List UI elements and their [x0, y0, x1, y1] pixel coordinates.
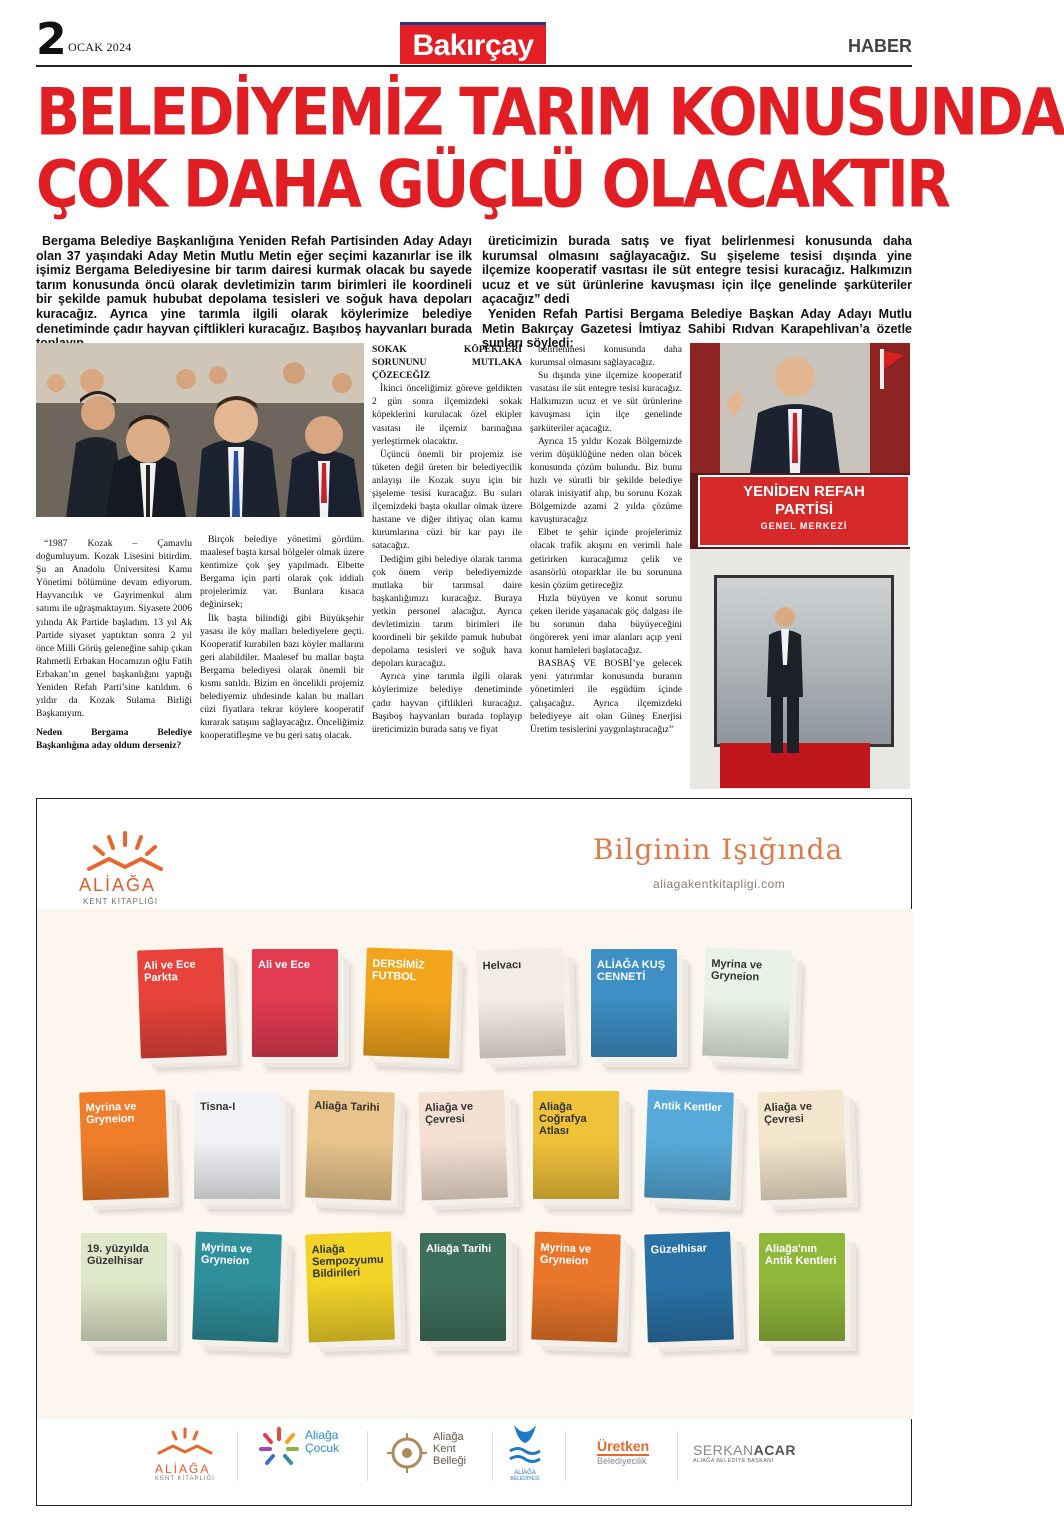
- book-cover[interactable]: [81, 1233, 167, 1341]
- column-4-paragraph-6: BASBAŞ VE BOSBİ’ye gelecek yeni yatırımlar konusunda buranın yönetimleri ile eşgüdüm içinde çalışacağız. Ayrıca ilçemizdeki belediyeye ait olan Güneş Enerjisi Üretim tesislerini yaygınlaştıracağız”: [530, 658, 682, 735]
- footer-logo-aliaga-belediyesi[interactable]: [507, 1421, 543, 1482]
- footer-cocuk-line-2: Çocuk: [305, 1441, 340, 1455]
- book-title: Aliağa Coğrafya Atlası: [539, 1101, 587, 1137]
- book-title: DERSİMİZ FUTBOL: [371, 957, 426, 984]
- footer-cocuk-line-1: Aliağa: [305, 1428, 339, 1442]
- page-number: 2: [36, 14, 67, 65]
- section-label: HABER: [847, 36, 912, 56]
- book-title: Tisna-I: [200, 1101, 236, 1113]
- book-title: Güzelhisar: [650, 1242, 708, 1257]
- column-4-paragraph-1: belirlenmesi konusunda daha kurumsal olmasını sağlayacağız.: [530, 344, 682, 369]
- book-title: Myrina ve Gryneion: [200, 1241, 253, 1268]
- footer-mayor-name: [693, 1443, 796, 1458]
- book-title: Aliağa ve Çevresi: [424, 1100, 474, 1127]
- footer-mayor-last: ACAR: [753, 1442, 797, 1458]
- column-3-subheading: SOKAK KÖPEKLERİ SORUNUNU MUTLAKA ÇÖZECEĞİZ: [372, 344, 522, 382]
- book-title: Helvacı: [482, 958, 522, 973]
- book-cover-art: [81, 1282, 167, 1341]
- book-cover-art: [591, 998, 677, 1057]
- book-cover[interactable]: [194, 1091, 280, 1199]
- municipality-wave-icon: [508, 1421, 542, 1465]
- footer-separator: [367, 1431, 368, 1481]
- book-title: Aliağa'nın Antik Kentleri: [765, 1243, 837, 1267]
- book-cover[interactable]: [305, 1232, 395, 1343]
- book-title: Myrina ve Gryneion: [710, 957, 763, 984]
- footer-separator: [237, 1431, 238, 1481]
- footer-uretken-line-2: Belediyecilik: [597, 1454, 649, 1467]
- headline-line-1: BELEDİYEMİZ TARIM KONUSUNDA: [36, 74, 1064, 151]
- book-cover-art: [759, 1138, 847, 1200]
- kent-bellegi-icon: [385, 1431, 429, 1475]
- footer-uretken-line-1: Üretken: [597, 1438, 650, 1454]
- book-title: Aliağa Tarihi: [314, 1099, 380, 1115]
- sun-rays-icon: [85, 829, 165, 875]
- headline: [36, 72, 1064, 223]
- lead-right: [482, 234, 912, 351]
- article-column-1: [36, 537, 192, 753]
- book-title: Aliağa Sempozyumu Bildirileri: [311, 1243, 384, 1281]
- column-4-paragraph-2: Su dışında yine ilçemize kooperatif vasıtası ile süt entegre tesisi kuracağız. Halkımızın ucuz et ve süt ürünlerine kavuşması için ilçe genelinde şarküteriler açacağız.: [530, 370, 682, 434]
- kent-kitapligi-logo[interactable]: [77, 829, 167, 909]
- footer-bellegi-line-1: Aliağa: [433, 1431, 464, 1443]
- header-rule: [36, 65, 912, 67]
- article-column-3: [372, 343, 522, 736]
- book-cover[interactable]: [420, 1233, 506, 1341]
- footer-mayor-title: ALİAĞA BELEDİYE BAŞKANI: [693, 1458, 774, 1464]
- book-title: Antik Kentler: [653, 1099, 722, 1115]
- column-3-paragraph-1: İkinci önceliğimiz göreve geldikten 2 gün sonra ilçemizdeki sokak köpeklerini kurulacak özel ekipler vasıtası ile ilçemiz barınağına yerleştirmek olacaktır.: [372, 383, 522, 447]
- book-cover[interactable]: [531, 1232, 621, 1343]
- footer-separator: [677, 1431, 678, 1481]
- footer-mayor-first: SERKAN: [693, 1442, 754, 1458]
- party-sign-line-2: PARTİSİ: [774, 501, 834, 518]
- book-title: ALİAĞA KUŞ CENNETİ: [597, 959, 666, 983]
- book-cover[interactable]: [644, 1232, 734, 1343]
- book-cover[interactable]: [305, 1090, 395, 1201]
- column-2-paragraph-2: İlk başta bilindiği gibi Büyükşehir yasası ile köy malları belediyelere geçti. Kooperatif kurabilen bazı köyler mallarını geri alabildiler. Maalesef bu mallar başta Bergama belediyesi olarak önemli bir kısmı satıldı. Bizim en öncelikli projemiz belediyemiz uhdesinde kalan bu malları cüzi fiyatlara tekrar köylere kooperatif kurarak satışını sağlayacağız. Önceliğimiz kooperatifleşme ve bu geri satış olacak.: [200, 612, 364, 742]
- footer-bellegi-line-3: Belleği: [433, 1455, 467, 1467]
- book-cover-art: [478, 996, 566, 1058]
- book-cover[interactable]: [702, 948, 792, 1059]
- ad-logo-name: ALİAĞA: [79, 875, 157, 895]
- book-cover[interactable]: [591, 949, 677, 1057]
- footer-bellegi-line-2: Kent: [433, 1443, 456, 1455]
- book-title: Aliağa Tarihi: [426, 1243, 492, 1255]
- column-4-paragraph-5: Hızla büyüyen ve konut sorunu çeken ileride yaşanacak göç dalgası ile bu sorunun daha büyüyeceğini öngörerek yeni imar alanları açıp yeni konut hamleleri başlatacağız.: [530, 592, 682, 657]
- footer-logo-kent-kitapligi[interactable]: [155, 1427, 215, 1482]
- book-cover-art: [305, 1138, 393, 1200]
- masthead: [0, 0, 950, 70]
- column-1-paragraph: “1987 Kozak – Çamavlu doğumluyum. Kozak Lisesini bitirdim. Şu an Anadolu Üniversitesi Kamu Yönetimi bölümüne devam ediyorum. Hayvancılık ve Gayrimenkul alım satımı ile uğraşmaktayım. Siyasete 2006 yılında Ak Partide başladım. 13 yıl Ak Partide siyaset yaptıktan sonra 2 yıl önce Milli Görüş geleneğine sahip çıkan Rahmetli Erbakan Hocamızın oğlu Fatih Erbakan’ın genel başkanlığını yaptığı Yeniden Refah Parti’sine katıldım. 6 yıldır da Kozak Sulama Birliği Başkanıyım.: [36, 538, 192, 720]
- advertisement[interactable]: [36, 798, 912, 1506]
- book-cover-art: [644, 1138, 732, 1200]
- book-cover[interactable]: [476, 948, 566, 1059]
- footer-sun-icon: [155, 1427, 215, 1457]
- lead-left: [36, 234, 472, 351]
- book-title: Ali ve Ece Parkta: [143, 958, 196, 985]
- ad-url[interactable]: aliagakentkitapligi.com: [653, 877, 786, 891]
- article-column-2: [200, 533, 364, 743]
- party-sign: [698, 475, 910, 547]
- lead-left-text: Bergama Belediye Başkanlığına Yeniden Refah Partisinden Aday Adayı olan 37 yaşındaki Aday Metin Mutlu Metin eğer seçimi kazanırlar ise ilk işimiz Bergama Belediyesine bir tarım dairesi kurmak olacak bu sayede tarım konusunda öncü olarak devletimizin tarım birimleri ile koordineli bir şekilde pamuk hububat depolama tesisleri ve soğuk hava depoları kuracağız. Ayrıca yine tarımla ilgili olarak köylerimize belediye denetiminde çadır hayvan çiftlikleri kuracağız. Başıboş hayvanları burada: [36, 234, 472, 336]
- group-selfie-photo: [36, 343, 364, 517]
- book-cover[interactable]: [759, 1233, 845, 1341]
- footer-logo-kent-bellegi[interactable]: [385, 1431, 467, 1480]
- book-title: Aliağa ve Çevresi: [763, 1100, 813, 1127]
- book-cover[interactable]: [79, 1090, 169, 1201]
- footer-logo-uretken-belediyecilik[interactable]: [597, 1439, 649, 1467]
- book-cover-art: [646, 1280, 734, 1342]
- book-cover[interactable]: [137, 948, 227, 1059]
- book-cover-art: [194, 1140, 280, 1199]
- group-photo-art: [36, 343, 364, 517]
- book-cover-art: [363, 996, 451, 1058]
- sponsor-logos: [37, 1409, 913, 1505]
- book-cover[interactable]: [252, 949, 338, 1057]
- book-cover-art: [531, 1280, 619, 1342]
- column-4-paragraph-4: Elbet te şehir içinde projelerimiz olacak trafik akışını en verimli hale getirirken kuracağımız çelik ve asansörlü otoparklar ile bu sorununa kesin çözüm getireceğiz: [530, 527, 682, 591]
- book-cover[interactable]: [192, 1232, 282, 1343]
- book-cover-art: [307, 1280, 395, 1342]
- party-hq-photo: [690, 343, 910, 788]
- footer-belediye-name: ALİAĞA: [514, 1470, 536, 1476]
- article-column-4: [530, 343, 682, 736]
- footer-separator: [565, 1431, 566, 1481]
- book-cover-art: [192, 1280, 280, 1342]
- book-title: Ali ve Ece: [258, 959, 310, 971]
- portrait-art: [690, 343, 910, 473]
- book-cover[interactable]: [644, 1090, 734, 1201]
- book-cover[interactable]: [363, 948, 453, 1059]
- headline-line-2: ÇOK DAHA GÜÇLÜ OLACAKTIR: [36, 146, 949, 223]
- book-cover-art: [252, 998, 338, 1057]
- standing-man-figure: [763, 605, 807, 755]
- book-title: Myrina ve Gryneion: [539, 1241, 592, 1268]
- column-2-paragraph-1: Birçok belediye yönetimi gördüm. maalesef başta kırsal bölgeler olmak üzere kentimize çok şey yapılmadı. Elbette Bergama için parti olarak çok iddialı projelerimiz var. Bunlara kısaca değinirsek;: [200, 534, 364, 611]
- party-sign-line-1: YENİDEN REFAH: [743, 483, 865, 500]
- book-title: Myrina ve Gryneion: [85, 1100, 137, 1127]
- footer-separator: [492, 1431, 493, 1481]
- column-4-paragraph-3: Ayrıca 15 yıldır Kozak Bölgemizde verim düşüklüğüne neden olan böcek konusunda çözüm bulundu. Biz bunu hızlı ve süratli bir şekilde belediye olarak inisiyatif alıp, bu sorunu Kozak Bölgemizde azami 2 yılda çözüme kavuşturacağız: [530, 435, 682, 526]
- hq-portrait-banner: [690, 343, 910, 473]
- ad-slogan: Bilginin Işığında: [593, 833, 844, 866]
- footer-logo-mayor[interactable]: [693, 1443, 796, 1464]
- column-3-paragraph-3: Dediğim gibi belediye olarak tarıma çok önem verip belediyemizde mutlaka bir tarımsal daire başkanlığımızı kuracağız. Buraya yetkin personel alacağız. Ayrıca devletimizin tarım birimleri ile koordineli bir şekilde pamuk hububat depolama tesisleri ve soğuk hava depoları kuracağız.: [372, 553, 522, 670]
- column-1-subheading: Neden Bergama Belediye Başkanlığına aday oldum derseniz?: [36, 727, 192, 752]
- footer-kk-sub: KENT KİTAPLIĞI: [155, 1476, 215, 1482]
- lead-right-text-1: üreticimizin burada satış ve fiyat belirlenmesi konusunda daha kurumsal olmasını sağlayacağız. Su şişeleme tesisi dışında yine ilçemize kooperatif vasıtası ile süt entegre tesisi kuracağız. Halkımızın ucuz et ve süt ürünlerine kavuşması için ilçe genelinde şarküteriler açacağız” dedi: [482, 234, 912, 307]
- book-cover[interactable]: [757, 1090, 847, 1201]
- book-cover-art: [533, 1140, 619, 1199]
- starburst-icon: [257, 1425, 301, 1469]
- ad-logo-sub: KENT KİTAPLIĞI: [83, 897, 159, 906]
- book-cover-art: [702, 996, 790, 1058]
- book-cover-art: [139, 996, 227, 1058]
- book-cover-art: [420, 1282, 506, 1341]
- issue-date: OCAK 2024: [68, 40, 132, 54]
- book-cover-art: [759, 1282, 845, 1341]
- book-title: 19. yüzyılda Güzelhisar: [87, 1243, 149, 1267]
- footer-belediye-sub: BELEDİYESİ: [510, 1476, 540, 1482]
- book-cover[interactable]: [418, 1090, 508, 1201]
- book-cover[interactable]: [533, 1091, 619, 1199]
- newspaper-logo[interactable]: Bakırçay: [400, 22, 546, 64]
- party-sign-line-3: GENEL MERKEZİ: [760, 521, 848, 531]
- column-3-paragraph-2: Üçüncü önemli bir projemiz ise tüketen değil üreten bir belediyecilik anlayışı ile Kozak suyu için bir şişeleme tesisi kuracağız. Bu suları ilçemizdeki başta okullar olmak üzere hastane ve diğer ihtiyaç olan kamu kurumlarına cüzi bir kar payı ile satacağız.: [372, 448, 522, 552]
- column-3-paragraph-4: Ayrıca yine tarımla ilgili olarak köylerimize belediye denetiminde çadır hayvan çiftlikleri kuracağız. Başıboş hayvanları burada toplayıp üreticimizin burada satış ve fiyat: [372, 671, 522, 735]
- book-cover-art: [81, 1138, 169, 1200]
- book-cover-art: [420, 1138, 508, 1200]
- footer-kk-name: ALİAĞA: [155, 1462, 211, 1476]
- lead-right-text-2: Yeniden Refah Partisi Bergama Belediye Başkan Aday Adayı Mutlu Metin Bakırçay Gazetesi İmtiyaz Sahibi Rıdvan Karapehlivan’a özetle şunları söyledi:: [482, 306, 912, 351]
